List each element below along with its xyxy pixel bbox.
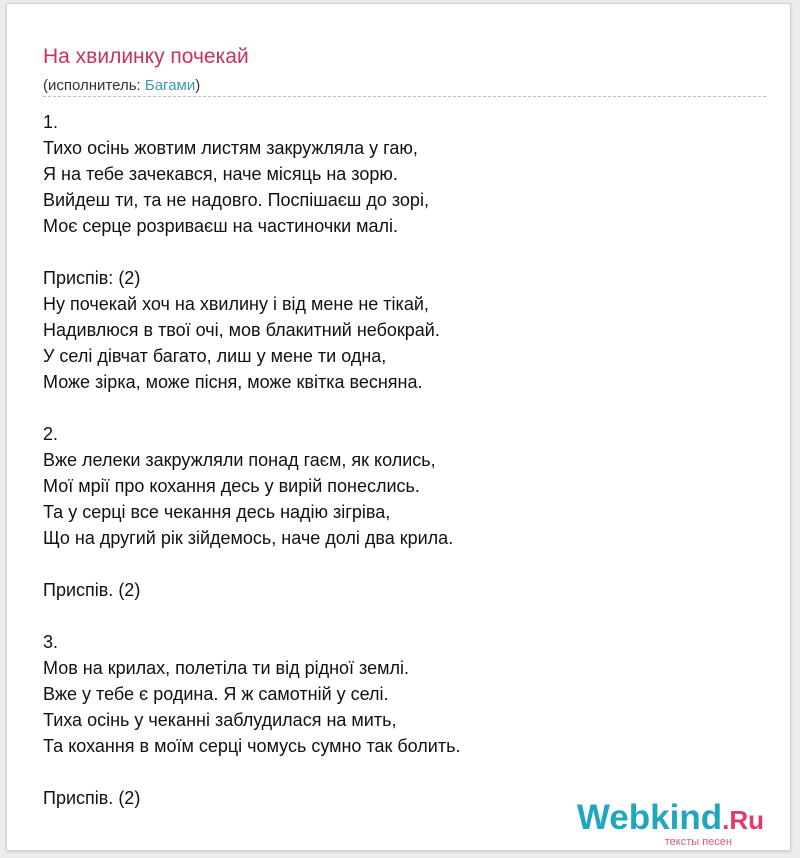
lyric-line: Та кохання в моїм серці чомусь сумно так болить.	[43, 736, 461, 756]
lyric-line: Приспів. (2)	[43, 580, 141, 600]
site-logo[interactable]	[576, 798, 764, 848]
lyric-line	[43, 239, 460, 265]
logo-tagline: тексты песен	[664, 836, 732, 848]
artist-prefix: (исполнитель:	[43, 77, 145, 94]
artist-line	[43, 77, 200, 95]
lyric-line	[43, 551, 460, 577]
lyric-line: 1.	[43, 112, 59, 132]
lyric-line: Тиха осінь у чеканні заблудилася на мить,	[43, 710, 397, 730]
lyric-line: Надивлюся в твої очі, мов блакитний небокрай.	[43, 320, 440, 340]
lyric-line: У селі дівчат багато, лиш у мене ти одна,	[43, 346, 387, 366]
lyric-line: Вже лелеки закружляли понад гаєм, як колись,	[43, 450, 436, 470]
artist-suffix: )	[195, 77, 201, 94]
divider	[43, 96, 766, 97]
logo-name: Webkind	[576, 798, 723, 837]
logo-tld: .Ru	[722, 805, 764, 835]
lyric-line: Може зірка, може пісня, може квітка весняна.	[43, 372, 423, 392]
lyric-line: Я на тебе зачекався, наче місяць на зорю.	[43, 164, 398, 184]
lyric-line: Ну почекай хоч на хвилину і від мене не тікай,	[43, 294, 429, 314]
lyric-line: Мов на крилах, полетіла ти від рідної землі.	[43, 658, 409, 678]
lyric-line: Та у серці все чекання десь надію зігріва,	[43, 502, 391, 522]
lyric-line: Моє серце розриваєш на частиночки малі.	[43, 216, 399, 236]
lyric-line: Вже у тебе є родина. Я ж самотній у селі.	[43, 684, 389, 704]
lyric-line: Приспів: (2)	[43, 268, 141, 288]
lyric-line: Мої мрії про кохання десь у вирій понеслись.	[43, 476, 420, 496]
lyric-line: Приспів. (2)	[43, 788, 141, 808]
lyric-line	[43, 395, 460, 421]
lyric-line	[43, 603, 460, 629]
lyric-line: Тихо осінь жовтим листям закружляла у гаю,	[43, 138, 418, 158]
lyrics-body	[43, 109, 460, 811]
lyric-line: 3.	[43, 632, 59, 652]
lyric-line	[43, 759, 460, 785]
artist-link[interactable]: Багами	[144, 77, 196, 94]
song-title: На хвилинку почекай	[43, 45, 249, 68]
lyric-line: Що на другий рік зійдемось, наче долі два крила.	[43, 528, 454, 548]
lyric-line: Вийдеш ти, та не надовго. Поспішаєш до зорі,	[43, 190, 429, 210]
lyric-line: 2.	[43, 424, 59, 444]
lyrics-card	[6, 3, 791, 851]
logo-wordmark	[577, 800, 764, 838]
